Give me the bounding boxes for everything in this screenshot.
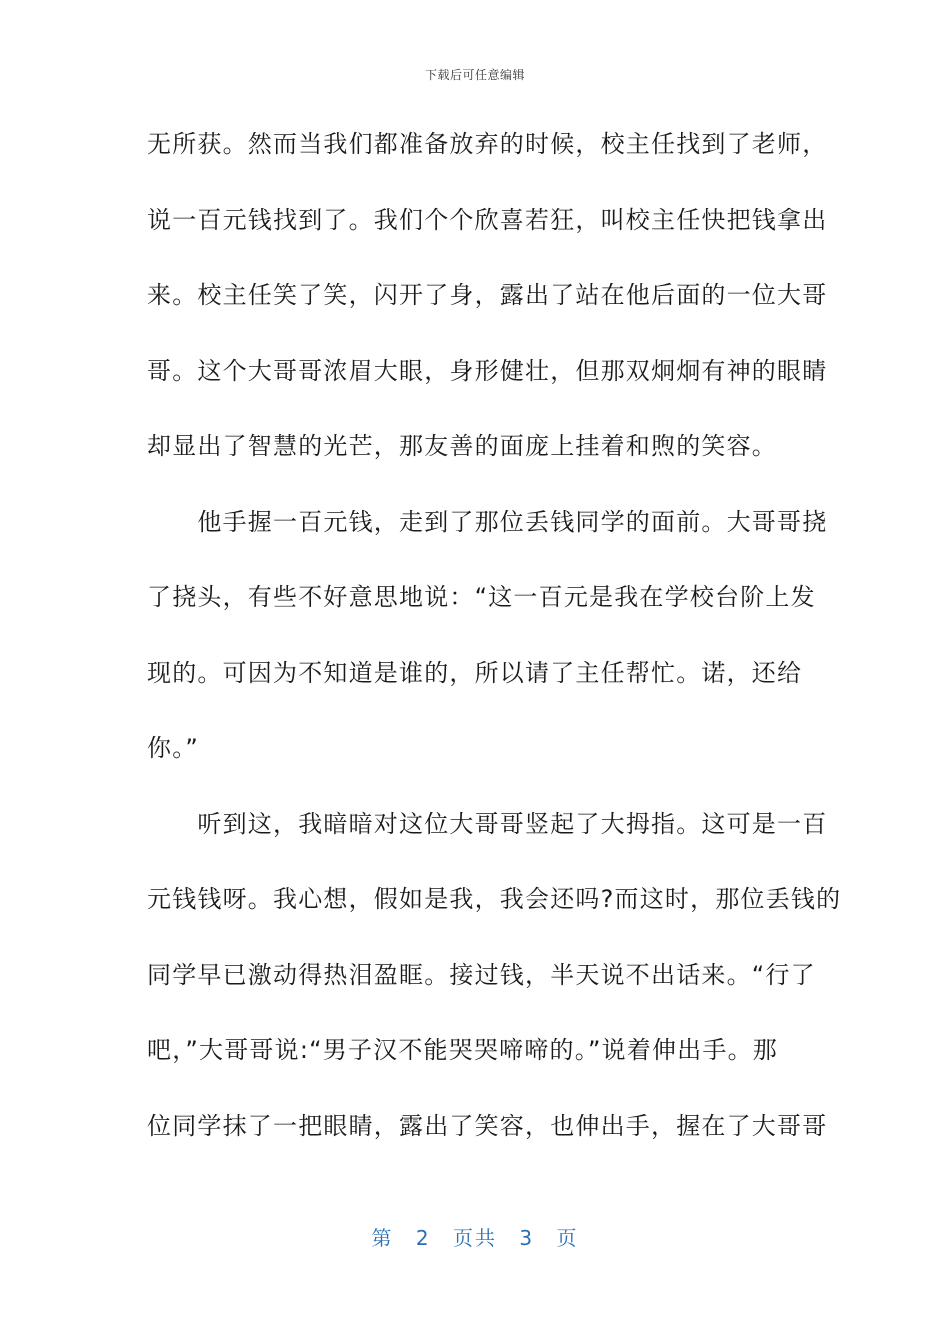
current-page-number: 2 bbox=[415, 1226, 431, 1250]
text-line: 哥。这个大哥哥浓眉大眼，身形健壮，但那双炯炯有神的眼睛 bbox=[147, 356, 828, 385]
text-line: 吧，”大哥哥说:“男子汉不能哭哭啼啼的。”说着伸出手。那 bbox=[147, 1036, 778, 1064]
text-line: 现的。可因为不知道是谁的，所以请了主任帮忙。诺，还给 bbox=[147, 658, 803, 687]
text-line: 无所获。然而当我们都准备放弃的时候，校主任找到了老师， bbox=[147, 130, 828, 158]
text-line: 却显出了智慧的光芒，那友善的面庞上挂着和煦的笑容。 bbox=[147, 432, 777, 460]
header-text: 下载后可任意编辑 bbox=[424, 68, 525, 82]
text-line: 同学早已激动得热泪盈眶。接过钱，半天说不出话来。“行了 bbox=[147, 960, 816, 989]
text-line: 了挠头，有些不好意思地说：“这一百元是我在学校台阶上发 bbox=[147, 583, 816, 611]
text-line: 听到这，我暗暗对这位大哥哥竖起了大拇指。这可是一百 bbox=[147, 809, 828, 838]
footer-suffix: 页 bbox=[556, 1226, 579, 1250]
total-page-number: 3 bbox=[519, 1226, 535, 1250]
text-line: 他手握一百元钱，走到了那位丢钱同学的面前。大哥哥挠 bbox=[147, 507, 828, 536]
document-body bbox=[147, 120, 842, 1177]
text-line: 说一百元钱找到了。我们个个欣喜若狂，叫校主任快把钱拿出 bbox=[147, 205, 828, 234]
footer-prefix: 第 bbox=[371, 1226, 394, 1250]
footer-middle: 页共 bbox=[453, 1226, 497, 1250]
text-line: 来。校主任笑了笑，闪开了身，露出了站在他后面的一位大哥 bbox=[147, 281, 828, 309]
text-line: 位同学抹了一把眼睛，露出了笑容，也伸出手，握在了大哥哥 bbox=[147, 1111, 828, 1140]
text-line: 元钱钱呀。我心想，假如是我，我会还吗?而这时，那位丢钱的 bbox=[147, 885, 842, 913]
page-footer bbox=[0, 1222, 950, 1251]
page-header bbox=[0, 66, 950, 83]
text-line: 你。” bbox=[147, 734, 200, 762]
